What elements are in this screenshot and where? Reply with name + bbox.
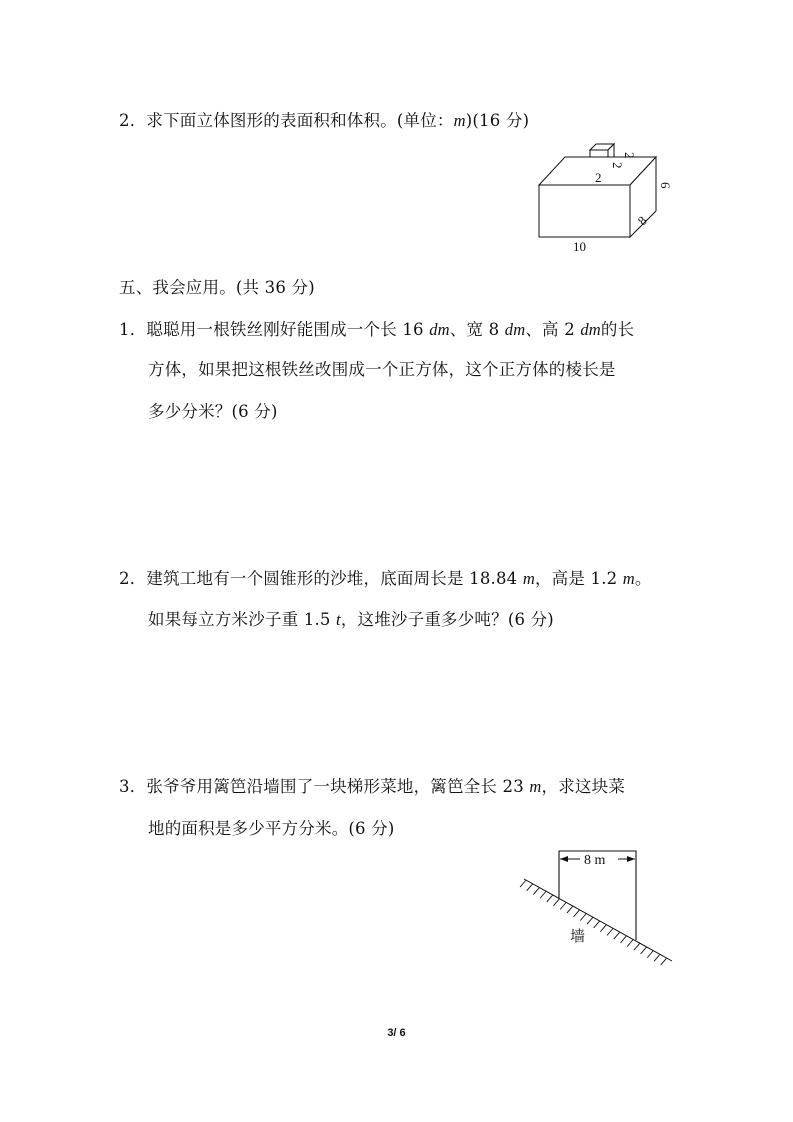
wall-hatching bbox=[520, 880, 667, 965]
hatch-mark bbox=[547, 895, 553, 902]
q3-line-2: 地的面积是多少平方分米。(6 分) bbox=[148, 819, 395, 838]
hatch-mark bbox=[627, 940, 633, 947]
hatch-mark bbox=[641, 947, 647, 954]
hatch-mark bbox=[661, 958, 667, 965]
hatch-mark bbox=[634, 943, 640, 950]
hatch-mark bbox=[587, 917, 593, 924]
q1-line-2: 方体，如果把这根铁丝改围成一个正方体，这个正方体的棱长是 bbox=[148, 360, 616, 379]
q2-line-2: 如果每立方米沙子重 1.5 t，这堆沙子重多少吨？(6 分) bbox=[148, 610, 554, 629]
box-width-label: 8 bbox=[634, 212, 650, 229]
trapezoid-garden-figure bbox=[518, 843, 678, 968]
q1-line-1: 1．聪聪用一根铁丝刚好能围成一个长 16 dm、宽 8 dm、高 2 dm的长 bbox=[119, 320, 635, 339]
cuboid-figure bbox=[530, 138, 690, 263]
hatch-mark bbox=[621, 936, 627, 943]
hatch-mark bbox=[560, 902, 566, 909]
q1-line-3: 多少分米？(6 分) bbox=[148, 402, 278, 421]
hatch-mark bbox=[567, 906, 573, 913]
box-length-label: 10 bbox=[573, 239, 586, 254]
hatch-mark bbox=[614, 932, 620, 939]
big-box bbox=[539, 157, 656, 237]
section-heading: 五、我会应用。(共 36 分) bbox=[119, 278, 315, 297]
width-label: 8 m bbox=[584, 853, 606, 868]
cube-edge-label-3: 2 bbox=[595, 170, 602, 185]
q3-line-1: 3．张爷爷用篱笆沿墙围了一块梯形菜地，篱笆全长 23 m，求这块菜 bbox=[119, 777, 626, 796]
box-height-label: 6 bbox=[658, 182, 673, 189]
page-number: 3/ 6 bbox=[387, 1027, 406, 1039]
hatch-mark bbox=[654, 954, 660, 961]
hatch-mark bbox=[594, 921, 600, 928]
cube-edge-label-1: 2 bbox=[622, 152, 637, 159]
hatch-mark bbox=[647, 951, 653, 958]
hatch-mark bbox=[554, 899, 560, 906]
q2-line-1: 2．建筑工地有一个圆锥形的沙堆，底面周长是 18.84 m，高是 1.2 m。 bbox=[119, 569, 652, 588]
hatch-mark bbox=[533, 888, 539, 895]
cube-edge-label-2: 2 bbox=[610, 162, 625, 169]
hatch-mark bbox=[527, 884, 533, 891]
wall-label: 墙 bbox=[570, 927, 586, 945]
hatch-mark bbox=[600, 925, 606, 932]
hatch-mark bbox=[540, 891, 546, 898]
q2-geometry-text: 2．求下面立体图形的表面积和体积。(单位：m)(16 分) bbox=[119, 111, 530, 130]
hatch-mark bbox=[580, 914, 586, 921]
hatch-mark bbox=[520, 880, 526, 887]
wall-line bbox=[524, 879, 672, 961]
hatch-mark bbox=[607, 928, 613, 935]
hatch-mark bbox=[574, 910, 580, 917]
